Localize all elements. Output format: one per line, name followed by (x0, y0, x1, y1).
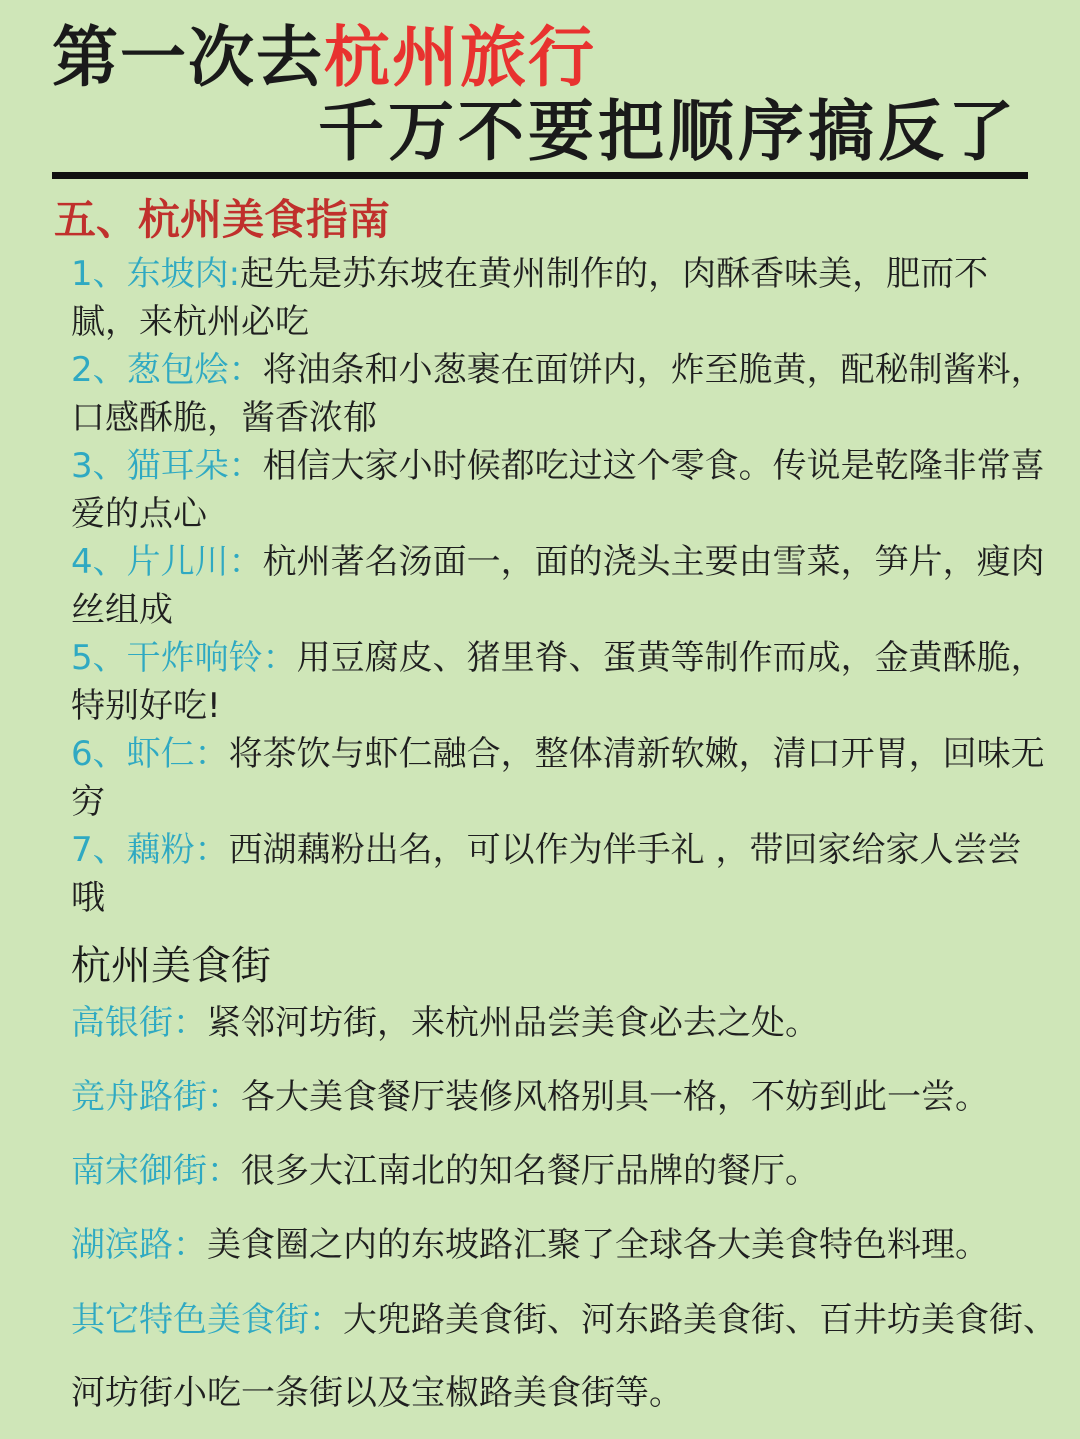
food-item-5 (71, 634, 1046, 730)
food-item-7 (71, 826, 1046, 922)
food-item-4 (71, 538, 1046, 634)
food-number: 7、 (71, 830, 127, 870)
food-number: 3、 (71, 446, 127, 486)
street-description: 各大美食餐厅装修风格别具一格，不妨到此一尝。 (241, 1077, 989, 1117)
food-name: 片儿川： (126, 542, 263, 582)
food-name: 藕粉： (126, 830, 229, 870)
title-highlight: 杭州旅行 (324, 19, 596, 96)
street-name: 其它特色美食街： (71, 1300, 343, 1340)
food-item-3 (71, 442, 1046, 538)
street-description: 紧邻河坊街，来杭州品尝美食必去之处。 (207, 1003, 819, 1043)
street-item-2 (71, 1074, 1076, 1120)
section-heading: 五、杭州美食指南 (54, 195, 391, 244)
street-description: 大兜路美食街、河东路美食街、百井坊美食街、河坊街小吃一条街以及宝椒路美食街等。 (71, 1300, 1057, 1413)
street-item-4 (71, 1222, 1076, 1268)
food-item-6 (71, 730, 1046, 826)
food-number: 5、 (71, 638, 127, 678)
food-name: 虾仁： (126, 734, 229, 774)
food-number: 2、 (71, 350, 127, 390)
food-name: 干炸响铃： (126, 638, 297, 678)
food-description: 相信大家小时候都吃过这个零食。传说是乾隆非常喜爱的点心 (71, 446, 1045, 534)
food-number: 4、 (71, 542, 127, 582)
food-item-2 (71, 346, 1046, 442)
street-name: 高银街： (71, 1003, 207, 1043)
food-description: 起先是苏东坡在黄州制作的，肉酥香味美，肥而不腻，来杭州必吃 (71, 254, 989, 342)
food-number: 6、 (71, 734, 127, 774)
street-item-3 (71, 1148, 1076, 1194)
street-item-1 (71, 1000, 1076, 1046)
food-name: 猫耳朵： (126, 446, 263, 486)
food-street-title: 杭州美食街 (71, 943, 271, 989)
title-prefix: 第一次去 (52, 19, 324, 96)
street-item-5 (71, 1284, 1076, 1430)
street-description: 很多大江南北的知名餐厅品牌的餐厅。 (241, 1151, 819, 1191)
page-title-line1 (52, 18, 596, 98)
food-description: 杭州著名汤面一，面的浇头主要由雪菜，笋片，瘦肉丝组成 (71, 542, 1045, 630)
title-divider (52, 172, 1028, 179)
street-name: 湖滨路： (71, 1225, 207, 1265)
food-number: 1、 (71, 254, 127, 294)
street-name: 南宋御街： (71, 1151, 241, 1191)
street-name: 竞舟路街： (71, 1077, 241, 1117)
food-description: 用豆腐皮、猪里脊、蛋黄等制作而成，金黄酥脆，特别好吃! (71, 638, 1045, 726)
food-description: 西湖藕粉出名，可以作为伴手礼 ，带回家给家人尝尝哦 (71, 830, 1022, 918)
food-item-1 (71, 250, 1046, 346)
food-description: 将茶饮与虾仁融合，整体清新软嫩，清口开胃，回味无穷 (71, 734, 1045, 822)
page-title-line2: 千万不要把顺序搞反了 (318, 93, 1018, 170)
food-description: 将油条和小葱裹在面饼内，炸至脆黄，配秘制酱料，口感酥脆，酱香浓郁 (71, 350, 1045, 438)
food-name: 东坡肉: (126, 254, 241, 294)
food-name: 葱包烩： (126, 350, 263, 390)
street-description: 美食圈之内的东坡路汇聚了全球各大美食特色料理。 (207, 1225, 989, 1265)
